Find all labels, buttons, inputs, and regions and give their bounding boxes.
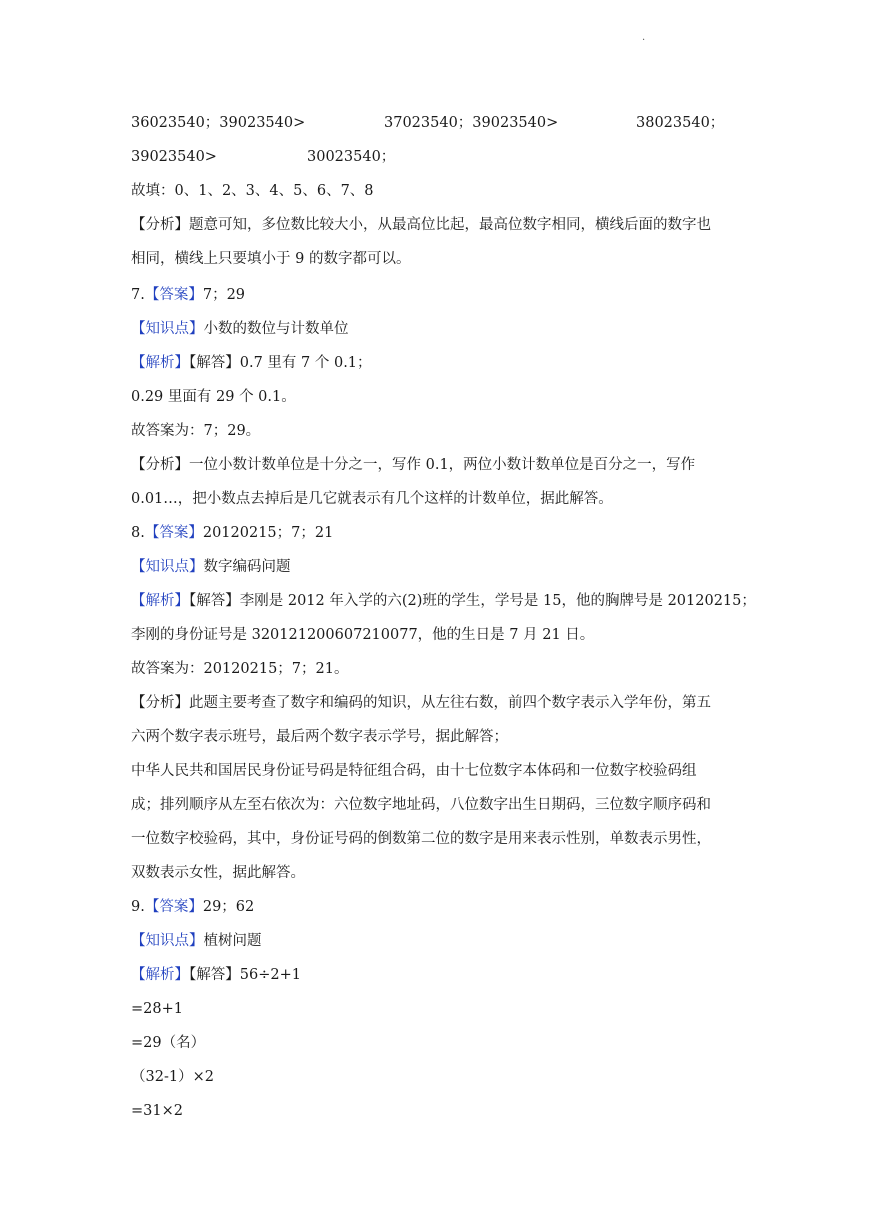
- analysis-tag: 【分析】: [131, 695, 189, 711]
- solution-text: 【解答】0.7 里有 7 个 0.1；: [189, 355, 372, 371]
- q9-calc-line-2: =29（名）: [131, 1035, 206, 1051]
- q9-answer-line: [131, 898, 254, 916]
- question-number: 8.: [131, 525, 145, 541]
- q7-conclusion-line: 故答案为：7；29。: [131, 423, 261, 439]
- knowledge-tag: 【知识点】: [131, 321, 204, 337]
- answer-tag: 【答案】: [144, 525, 203, 541]
- solution-tag: 【解析】: [131, 593, 189, 609]
- q9-calc-line-3: （32-1）×2: [131, 1069, 214, 1085]
- page-marker-dot: .: [642, 32, 646, 43]
- q8-analysis-line-5: 一位数字校验码，其中，身份证号码的倒数第二位的数字是用来表示性别，单数表示男性，: [131, 831, 711, 847]
- q8-knowledge-line: [131, 558, 291, 576]
- q8-analysis-line-2: 六两个数字表示班号，最后两个数字表示学号，据此解答；: [131, 729, 508, 745]
- q7-analysis-line-2: 0.01…，把小数点去掉后是几它就表示有几个这样的计数单位，据此解答。: [131, 491, 613, 507]
- q6-row1-b: 37023540；39023540>: [384, 115, 559, 131]
- q9-calc-line-4: =31×2: [131, 1103, 183, 1119]
- analysis-tag: 【分析】: [131, 217, 189, 233]
- answer-tag: 【答案】: [144, 899, 203, 915]
- q7-solution-line: [131, 354, 372, 372]
- solution-text: 【解答】李刚是 2012 年入学的六(2)班的学生，学号是 15，他的胸牌号是 20120215；: [189, 593, 756, 609]
- q7-answer-line: [131, 286, 245, 304]
- question-number: 7.: [131, 287, 145, 303]
- q8-answer-line: [131, 524, 333, 542]
- q8-solution-line-2: 李刚的身份证号是 320121200607210077，他的生日是 7 月 21 日。: [131, 627, 595, 643]
- q6-row1-c: 38023540；: [636, 115, 725, 131]
- q8-solution-line: [131, 592, 756, 610]
- solution-text: 【解答】56÷2+1: [189, 967, 301, 983]
- q7-knowledge-line: [131, 320, 349, 338]
- q9-calc-line-1: =28+1: [131, 1001, 183, 1017]
- q8-analysis-line-3: 中华人民共和国居民身份证号码是特征组合码，由十七位数字本体码和一位数字校验码组: [131, 763, 697, 779]
- analysis-text: 此题主要考查了数字和编码的知识，从左往右数，前四个数字表示入学年份，第五: [189, 695, 711, 711]
- q7-solution-line-2: 0.29 里面有 29 个 0.1。: [131, 389, 296, 405]
- analysis-text: 一位小数计数单位是十分之一，写作 0.1，两位小数计数单位是百分之一，写作: [189, 457, 696, 473]
- solution-tag: 【解析】: [131, 967, 189, 983]
- q8-analysis-line-1: [131, 694, 711, 712]
- q8-analysis-line-6: 双数表示女性，据此解答。: [131, 865, 305, 881]
- q8-conclusion-line: 故答案为：20120215；7；21。: [131, 661, 349, 677]
- knowledge-text: 小数的数位与计数单位: [203, 321, 349, 337]
- q8-analysis-line-4: 成；排列顺序从左至右依次为：六位数字地址码，八位数字出生日期码，三位数字顺序码和: [131, 797, 711, 813]
- question-number: 9.: [131, 899, 145, 915]
- answer-text: 20120215；7；21: [202, 525, 334, 541]
- q6-fill-line: 故填：0、1、2、3、4、5、6、7、8: [131, 183, 374, 199]
- analysis-text: 题意可知，多位数比较大小，从最高位比起，最高位数字相同，横线后面的数字也: [189, 217, 711, 233]
- answer-tag: 【答案】: [144, 287, 203, 303]
- q9-knowledge-line: [131, 932, 262, 950]
- knowledge-tag: 【知识点】: [131, 933, 204, 949]
- q6-row2-a: 39023540>: [131, 149, 217, 165]
- solution-tag: 【解析】: [131, 355, 189, 371]
- q6-analysis-line-2: 相同，横线上只要填小于 9 的数字都可以。: [131, 251, 411, 267]
- q7-analysis-line-1: [131, 456, 695, 474]
- knowledge-text: 植树问题: [203, 933, 262, 949]
- knowledge-tag: 【知识点】: [131, 559, 204, 575]
- q6-row1-a: 36023540；39023540>: [131, 115, 306, 131]
- q6-row2-b: 30023540；: [307, 149, 396, 165]
- q6-analysis-line-1: [131, 216, 711, 234]
- knowledge-text: 数字编码问题: [203, 559, 291, 575]
- answer-text: 7；29: [202, 287, 246, 303]
- answer-text: 29；62: [202, 899, 255, 915]
- q9-solution-line: [131, 966, 301, 984]
- analysis-tag: 【分析】: [131, 457, 189, 473]
